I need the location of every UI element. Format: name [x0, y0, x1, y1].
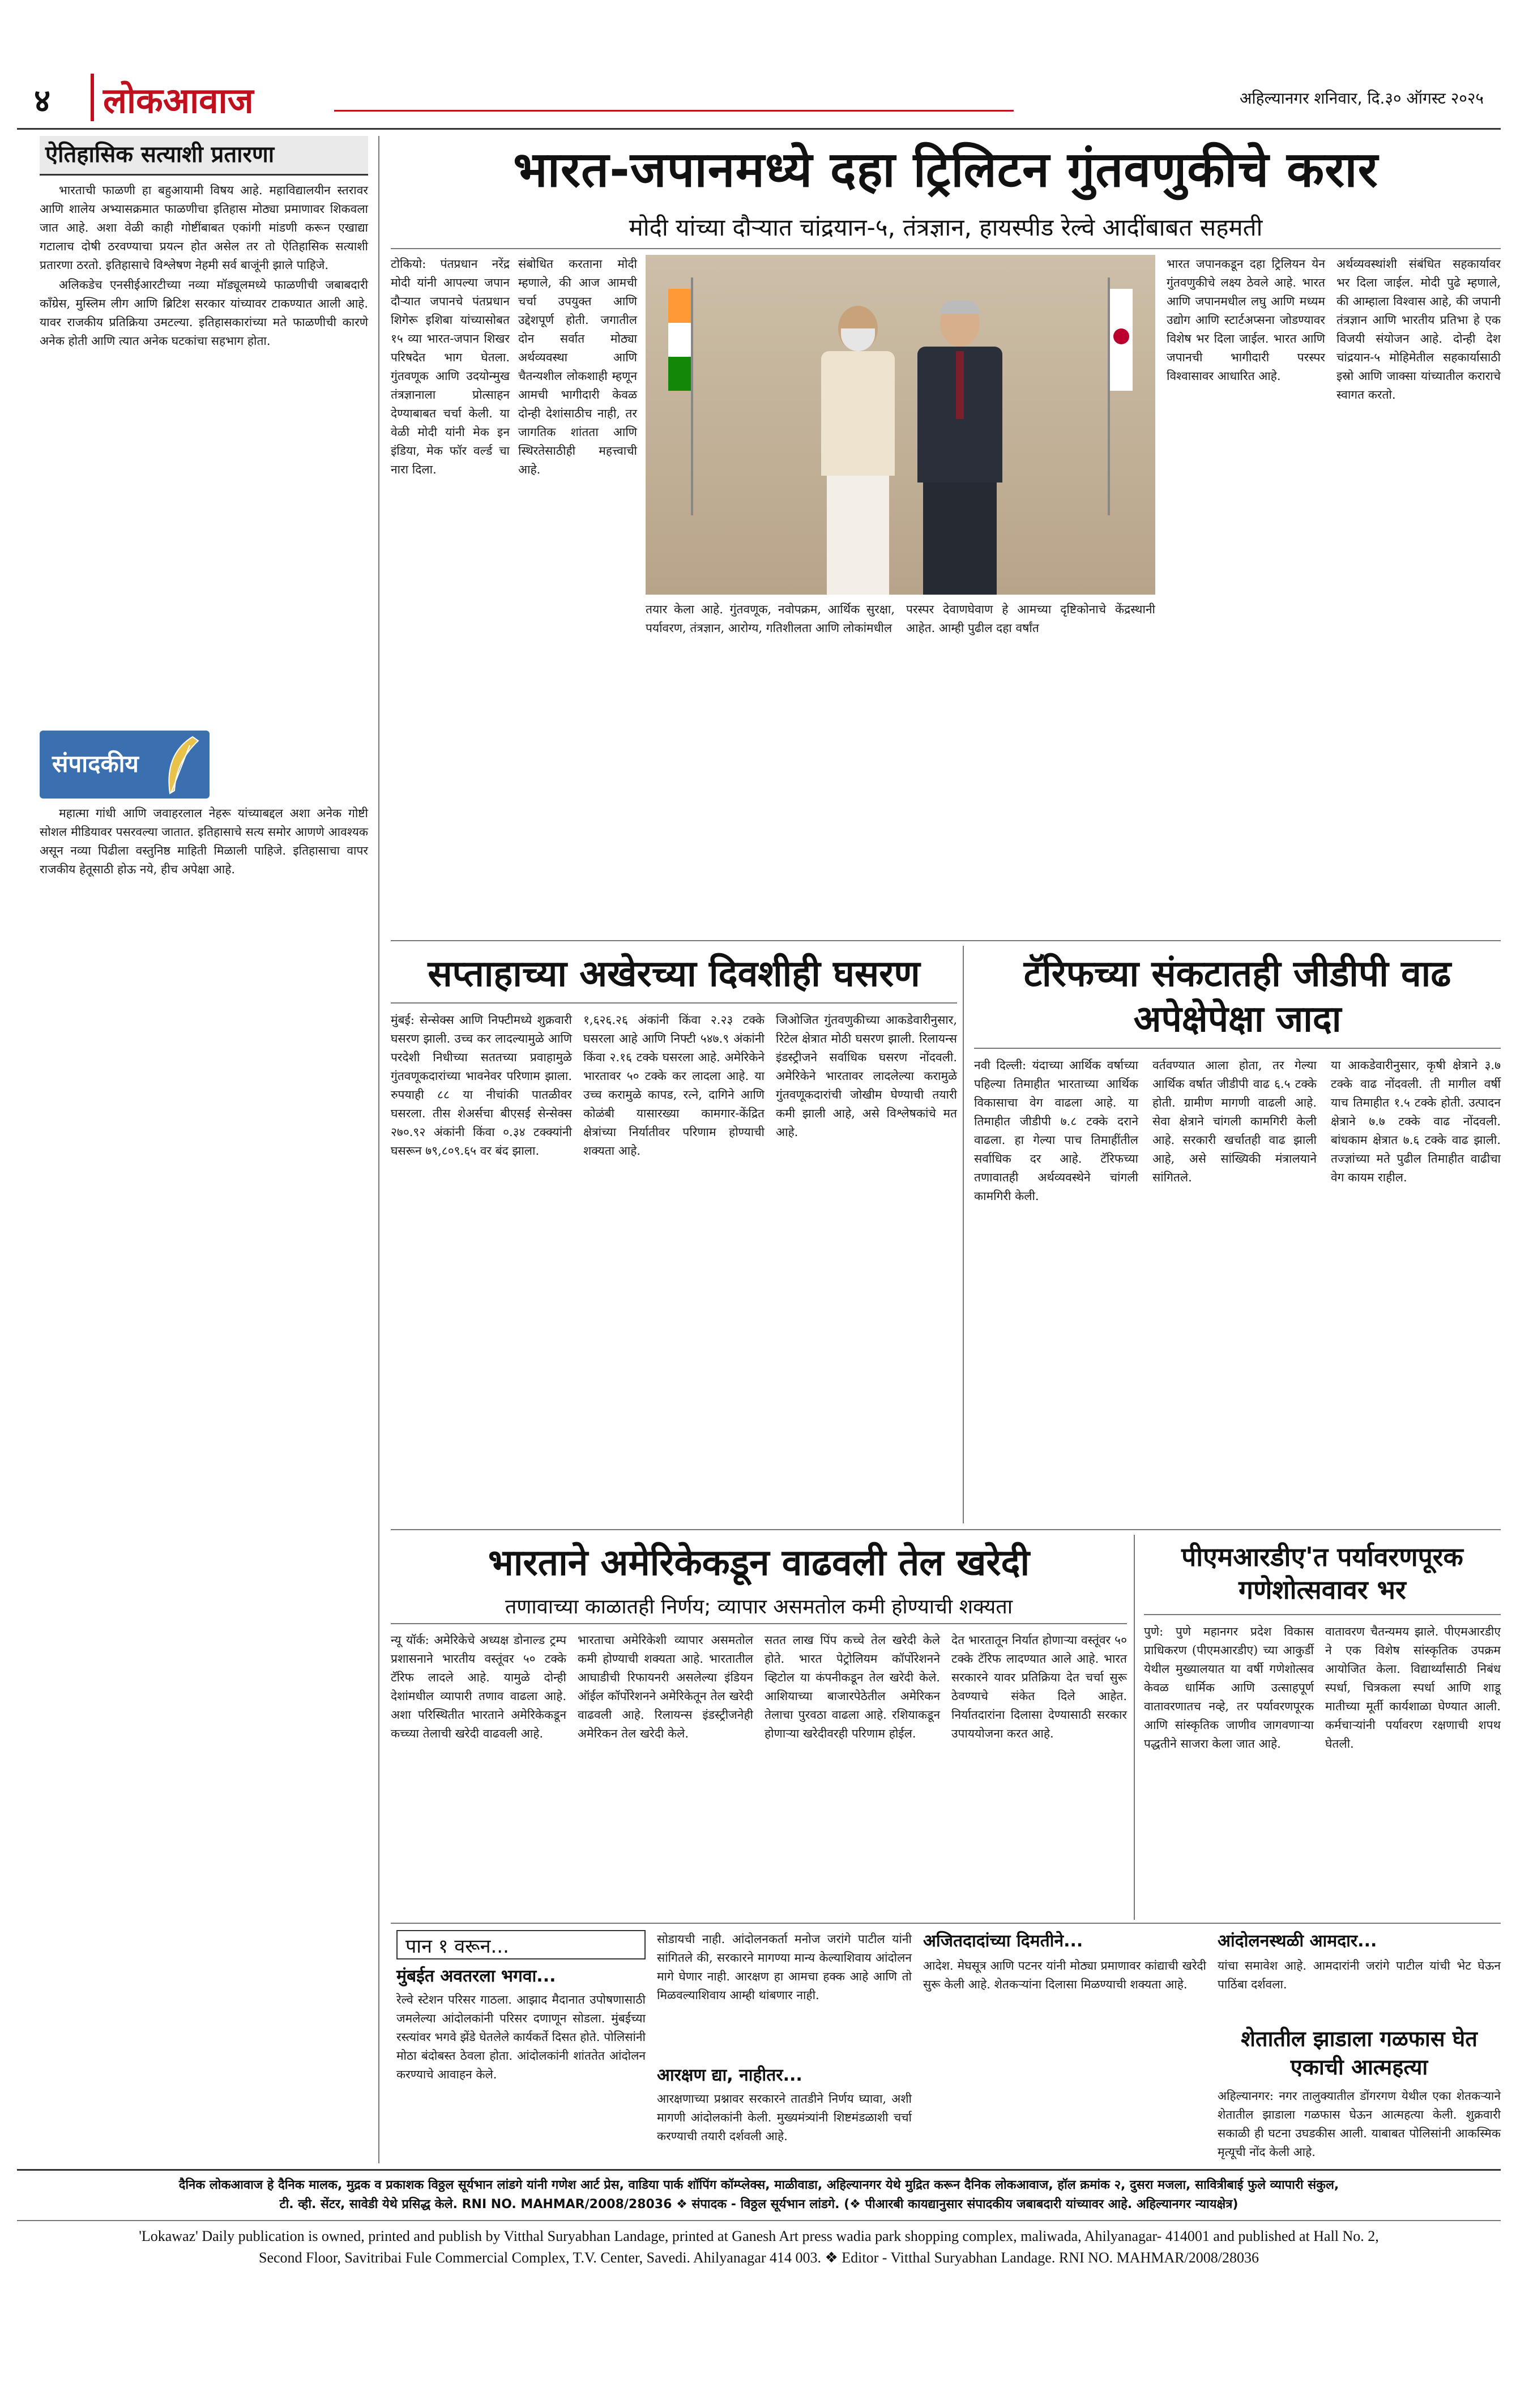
jump-kicker: मुंबईत अवतरला भगवा... — [396, 1966, 556, 1986]
jump-kicker: आरक्षण द्या, नाहीतर... — [657, 2065, 802, 2085]
farmer-headline: शेतातील झाडाला गळफास घेत एकाची आत्महत्या — [1241, 2026, 1477, 2080]
column-divider — [963, 946, 964, 1523]
sampadkiya-badge: संपादकीय — [40, 731, 210, 799]
gdp-col-3: या आकडेवारीनुसार, कृषी क्षेत्राने ३.७ टक्के वाढ नोंदवली. ती मागील वर्षी याच तिमाहीत १.५ टक्के होती. उत्पादन क्षेत्राने ७.७ टक्के वाढ नोंदवली. बांधकाम क्षेत्रात ७.६ टक्के वाढ झाली. तज्ज्ञांच्या मते पुढील तिमाहीत वाढीचा वेग कायम राहील. — [1331, 1058, 1501, 1184]
jump-label-box: पान १ वरून... — [396, 1930, 646, 1959]
imprint-english — [23, 2226, 1495, 2269]
imprint-line: टी. व्ही. सेंटर, सावेडी येथे प्रसिद्ध केले. RNI NO. MAHMAR/2008/28036 ❖ संपादक - विठ्ठल सूर्यभान लांडगे. (❖ पीआरबी कायद्यानुसार संपादकीय जबाबदारी यांच्यावर आहे. अहिल्यानगर न्यायक्षेत्र) — [279, 2197, 1239, 2211]
flag-india — [668, 277, 719, 515]
jump-col-1: रेल्वे स्टेशन परिसर गाठला. आझाद मैदानात उपोषणासाठी जमलेल्या आंदोलकांनी परिसर दणाणून सोडला. मुंबईच्या रस्त्यांवर भगवे झेंडे घेतलेले कार्यकर्ते दिसत होते. पोलिसांनी मोठा बंदोबस्त ठेवला होता. आंदोलकांनी शांततेत आंदोलन करण्याचे आवाहन केले. — [396, 1993, 646, 2081]
lead-headline: भारत-जपानमध्ये दहा ट्रिलिटन गुंतवणुकीचे करार — [513, 142, 1378, 198]
markets-col-2: १,६२६.२६ अंकांनी किंवा २.२३ टक्के घसरला आहे आणि निफ्टी ५४७.९ अंकांनी किंवा २.१६ टक्के घसरला आहे. अमेरिकेने भारतावर ५० टक्के कर लादला आहे. या उच्च करामुळे कापड, रत्ने, दागिने आणि कोळंबी यासारख्या कामगार-केंद्रित क्षेत्रांच्या निर्यातीवर परिणाम होण्याची शक्यता आहे. — [583, 1013, 765, 1158]
gdp-col-2: वर्तवण्यात आला होता, तर गेल्या आर्थिक वर्षात जीडीपी वाढ ६.५ टक्के होती. ग्रामीण मागणी वाढली आहे. सेवा क्षेत्राने चांगली कामगिरी केली आहे. सरकारी खर्चातही वाढ झाली आहे, असे सांख्यिकी मंत्रालयाने सांगितले. — [1152, 1058, 1317, 1184]
pmrda-headline: पीएमआरडीए'त पर्यावरणपूरक गणेशोत्सवावर भर — [1181, 1542, 1463, 1605]
gdp-headline: टॅरिफच्या संकटातही जीडीपी वाढ अपेक्षेपेक्षा जादा — [1023, 953, 1451, 1040]
oil-col-3: सतत लाख पिंप कच्चे तेल खरेदी केले होते. भारत पेट्रोलियम कॉर्पोरेशनने व्हिटोल या कंपनीकडून तेल खरेदी केले. आशियाच्या बाजारपेठेतील अमेरिकन तेलाचा पुरवठा वाढला आहे. रशियाकडून होणाऱ्या खरेदीवरही परिणाम होईल. — [765, 1633, 940, 1740]
markets-col-3: जिओजित गुंतवणुकीच्या आकडेवारीनुसार, रिटेल क्षेत्रात मोठी घसरण झाली. रिलायन्स इंडस्ट्रीजने सर्वाधिक घसरण नोंदवली. अमेरिकेने भारतावर लादलेल्या करामुळे गुंतवणूकदारांची जोखीम घेण्याची तयारी कमी झाली आहे, असे विश्लेषकांचे मत आहे. — [776, 1013, 957, 1139]
lead-col-5: भारत जपानकडून दहा ट्रिलियन येन गुंतवणुकीचे लक्ष्य ठेवले आहे. भारत आणि जपानमधील लघु आणि मध्यम उद्योग आणि स्टार्टअप्सना जोडण्यावर विशेष भर दिला जाईल. भारत आणि जपानची भागीदारी परस्पर विश्वासावर आधारित आहे. — [1167, 257, 1325, 383]
masthead-rule — [334, 110, 1014, 112]
lead-rule — [391, 248, 1501, 249]
jump-kicker: अजितदादांच्या दिमतीने... — [923, 1931, 1083, 1951]
lead-col-4: परस्पर देवाणघेवाण हे आमच्या दृष्टिकोनाचे केंद्रस्थानी आहेत. आम्ही पुढील दहा वर्षांत — [906, 603, 1155, 635]
jump-col-2: सोडायची नाही. आंदोलनकर्ता मनोज जरांगे पाटील यांनी सांगितले की, सरकारने मागण्या मान्य केल्याशिवाय आंदोलन मागे घेणार नाही. आरक्षण हा आमचा हक्क आहे आणि तो मिळवल्याशिवाय आम्ही थांबणार नाही. — [657, 1932, 912, 2002]
imprint-line: दैनिक लोकआवाज हे दैनिक मालक, मुद्रक व प्रकाशक विठ्ठल सूर्यभान लांडगे यांनी गणेश आर्ट प्रेस, वाडिया पार्क शॉपिंग कॉम्प्लेक्स, माळीवाडा, अहिल्यानगर येथे मुद्रित करून दैनिक लोकआवाज, हॉल क्रमांक २, दुसरा मजला, सावित्रीबाई फुले व्यापारी संकुल, — [178, 2178, 1339, 2192]
section-rule — [391, 940, 1501, 941]
oil-headline: भारताने अमेरिकेकडून वाढवली तेल खरेदी — [488, 1542, 1030, 1584]
editorial-para: अलिकडेच एनसीईआरटीच्या नव्या मॉड्यूलमध्ये फाळणीची जबाबदारी काँग्रेस, मुस्लिम लीग आणि ब्रिटिश सरकार यांच्यावर टाकण्यात आली आहे. यावर राजकीय प्रतिक्रिया उमटल्या. इतिहासकारांच्या मते फाळणीची कारणे अनेक होती आणि त्यात अनेक घटकांचा सहभाग होता. — [40, 278, 368, 348]
oil-col-2: भारताचा अमेरिकेशी व्यापार असमतोल कमी होण्याची शक्यता आहे. भारतातील आघाडीची रिफायनरी असलेल्या इंडियन ऑईल कॉर्पोरेशनने अमेरिकेतून तेल खरेदी वाढवली आहे. रिलायन्स इंडस्ट्रीजनेही अमेरिकन तेल खरेदी केले. — [578, 1633, 753, 1740]
farmer-col-1: अहिल्यानगर: नगर तालुक्यातील डोंगरगण येथील एका शेतकऱ्याने शेतातील झाडाला गळफास घेऊन आत्महत्या केली. शुक्रवारी सकाळी ही घटना उघडकीस आली. याबाबत पोलिसांनी आकस्मिक मृत्यूची नोंद केली आहे. — [1218, 2089, 1501, 2159]
section-rule — [391, 1923, 1501, 1924]
flag-japan — [1082, 277, 1133, 515]
dateline: अहिल्यानगर शनिवार, दि.३० ऑगस्ट २०२५ — [1240, 89, 1484, 108]
lead-col-3: तयार केला आहे. गुंतवणूक, नवोपक्रम, आर्थिक सुरक्षा, पर्यावरण, तंत्रज्ञान, आरोग्य, गतिशीलता आणि लोकांमधील — [646, 603, 895, 635]
figure-right — [912, 300, 1008, 595]
markets-col-1: मुंबई: सेन्सेक्स आणि निफ्टीमध्ये शुक्रवारी घसरण झाली. उच्च कर लादल्यामुळे आणि परदेशी निधीच्या सततच्या प्रवाहामुळे गुंतवणूकदारांच्या भावनेवर परिणाम झाला. रुपयाही ८८ या नीचांकी पातळीवर घसरला. तीस शेअर्सचा बीएसई सेन्सेक्स २७०.९२ अंकांनी किंवा ०.३४ टक्क्यांनी घसरून ७९,८०९.६५ वर बंद झाला. — [391, 1013, 572, 1158]
jump-col-3: आरक्षणाच्या प्रश्नावर सरकारने तातडीने निर्णय घ्यावा, अशी मागणी आंदोलकांनी केली. मुख्यमंत्र्यांनी शिष्टमंडळाशी चर्चा करण्याची तयारी दर्शवली आहे. — [657, 2092, 912, 2143]
column-divider — [378, 136, 379, 2163]
imprint-line: 'Lokawaz' Daily publication is owned, printed and publish by Vitthal Suryabhan Landage, printed at Ganesh Art press wadia park shopping complex, maliwada, Ahilyanagar- 414001 and published at Hall No. 2, — [139, 2228, 1379, 2244]
footer-rule — [17, 2169, 1501, 2171]
lead-col-2: संबोधित करताना मोदी म्हणाले, की आज आमची चर्चा उपयुक्त आणि उद्देशपूर्ण होती. जगातील दोन सर्वात मोठ्या अर्थव्यवस्था आणि चैतन्यशील लोकशाही म्हणून आमची भागीदारी केवळ दोन्ही देशांसाठीच नाही, तर जागतिक शांतता आणि स्थिरतेसाठीही महत्त्वाची आहे. — [518, 257, 637, 476]
pmrda-rule — [1144, 1614, 1501, 1615]
editorial-heading: ऐतिहासिक सत्याशी प्रतारणा — [40, 136, 368, 176]
oil-subhead: तणावाच्या काळातही निर्णय; व्यापार असमतोल कमी होण्याची शक्यता — [505, 1595, 1013, 1619]
pmrda-col-1: पुणे: पुणे महानगर प्रदेश विकास प्राधिकरण (पीएमआरडीए) च्या आकुर्डी येथील मुख्यालयात या वर्षी गणेशोत्सव केवळ धार्मिक आणि उत्साहपूर्ण वातावरणातच नव्हे, तर पर्यावरणपूरक आणि सांस्कृतिक जाणीव जागवणाऱ्या पद्धतीने साजरा केला जात आहे. — [1144, 1625, 1314, 1751]
gdp-rule — [974, 1048, 1501, 1049]
editorial-para: भारताची फाळणी हा बहुआयामी विषय आहे. महाविद्यालयीन स्तरावर आणि शालेय अभ्यासक्रमात फाळणीचा इतिहास मोठ्या प्रमाणावर शिकवला जात आहे. अशा वेळी काही गोष्टींबाबत एकांगी मांडणी करून एखाद्या गटालाच दोषी ठरवण्याचा प्रयत्न होत असेल तर तो ऐतिहासिक सत्याशी प्रतारणा ठरतो. इतिहासाचे विश्लेषण नेहमी सर्व बाजूंनी झाले पाहिजे. — [40, 183, 368, 272]
brand-bar — [91, 74, 94, 121]
masthead-divider — [17, 128, 1501, 130]
imprint-line: Second Floor, Savitribai Fule Commercial Complex, T.V. Center, Savedi. Ahilyanagar 414 003. ❖ Editor - Vitthal Suryabhan Landage. RNI NO. MAHMAR/2008/28036 — [258, 2249, 1259, 2266]
footer-rule — [17, 2220, 1501, 2221]
oil-col-4: देत भारतातून निर्यात होणाऱ्या वस्तूंवर ५० टक्के टॅरिफ लादण्यात आले आहे. भारत सरकारने यावर प्रतिक्रिया देत चर्चा सुरू ठेवण्याचे संकेत दिले आहेत. निर्यातदारांना दिलासा देण्यासाठी सरकार उपाययोजना करत आहे. — [951, 1633, 1127, 1740]
figure-left — [815, 306, 900, 595]
markets-rule — [391, 1002, 957, 1004]
lead-photo — [646, 255, 1155, 595]
jump-kicker: आंदोलनस्थळी आमदार... — [1218, 1931, 1377, 1951]
editorial-body — [40, 181, 368, 725]
masthead — [17, 74, 1501, 126]
lead-col-1: टोकियो: पंतप्रधान नरेंद्र मोदी यांनी आपल्या जपान दौऱ्यात जपानचे पंतप्रधान शिगेरू इशिबा यांच्यासोबत १५ व्या भारत-जपान शिखर परिषदेत भाग घेतला. गुंतवणूक आणि उदयोन्मुख तंत्रज्ञानाला प्रोत्साहन देण्याबाबत चर्चा केली. या वेळी मोदी यांनी मेक इन इंडिया, मेक फॉर वर्ल्ड चा नारा दिला. — [391, 257, 510, 476]
lead-col-6: अर्थव्यवस्थांशी संबंधित सहकार्यावर भर दिला जाईल. मोदी पुढे म्हणाले, की आम्हाला विश्वास आहे, की जपानी तंत्रज्ञान आणि भारतीय प्रतिभा हे एक विजयी संयोजन आहे. दोन्ही देश चांद्रयान-५ मोहिमेतील सहकार्यासाठी इस्रो आणि जाक्सा यांच्यातील कराराचे स्वागत करतो. — [1336, 257, 1501, 402]
page-number: ४ — [34, 83, 51, 119]
lead-subhead: मोदी यांच्या दौऱ्यात चांद्रयान-५, तंत्रज्ञान, हायस्पीड रेल्वे आदींबाबत सहमती — [629, 214, 1263, 241]
column-divider — [1134, 1535, 1135, 1920]
section-rule — [391, 1529, 1501, 1530]
oil-rule — [391, 1623, 1127, 1624]
imprint-marathi — [23, 2176, 1495, 2214]
markets-headline: सप्ताहाच्या अखेरच्या दिवशीही घसरण — [428, 953, 920, 995]
pmrda-col-2: वातावरण चैतन्यमय झाले. पीएमआरडीए ने एक विशेष सांस्कृतिक उपक्रम आयोजित केला. विद्यार्थ्यांसाठी निबंध स्पर्धा, चित्रकला स्पर्धा आणि शाडू मातीच्या मूर्ती कार्यशाळा घेण्यात आली. कर्मचाऱ्यांनी पर्यावरण रक्षणाची शपथ घेतली. — [1325, 1625, 1501, 1751]
gdp-col-1: नवी दिल्ली: यंदाच्या आर्थिक वर्षाच्या पहिल्या तिमाहीत भारताच्या आर्थिक विकासाचा वेग वाढला आहे. या तिमाहीत जीडीपी ७.८ टक्के दराने वाढला. हा गेल्या पाच तिमाहींतील सर्वाधिक दर आहे. टॅरिफच्या तणावातही अर्थव्यवस्थेने चांगली कामगिरी केली. — [974, 1058, 1138, 1203]
brand-logo: लोकआवाज — [103, 80, 254, 121]
oil-col-1: न्यू यॉर्क: अमेरिकेचे अध्यक्ष डोनाल्ड ट्रम्प प्रशासनाने भारतीय वस्तूंवर ५० टक्के टॅरिफ लादले आहे. यामुळे दोन्ही देशांमधील व्यापारी तणाव वाढला आहे. अशा परिस्थितीत भारताने अमेरिकेकडून कच्च्या तेलाची खरेदी वाढवली आहे. — [391, 1633, 566, 1740]
jump-col-5: यांचा समावेश आहे. आमदारांनी जरांगे पाटील यांची भेट घेऊन पाठिंबा दर्शवला. — [1218, 1959, 1501, 1991]
photo-backwall — [646, 255, 1155, 595]
editorial-body-cont — [40, 804, 368, 2146]
feather-quill-icon — [159, 734, 204, 796]
editorial-para: महात्मा गांधी आणि जवाहरलाल नेहरू यांच्याबद्दल अशा अनेक गोष्टी सोशल मीडियावर पसरवल्या जातात. इतिहासाचे सत्य समोर आणणे आवश्यक असून नव्या पिढीला वस्तुनिष्ठ माहिती मिळाली पाहिजे. इतिहासाचा वापर राजकीय हेतूसाठी होऊ नये, हीच अपेक्षा आहे. — [40, 806, 368, 876]
jump-col-4: आदेश. मेघसूत्र आणि पटनर यांनी मोठ्या प्रमाणावर कांद्याची खरेदी सुरू केली आहे. शेतकऱ्यांना दिलासा मिळण्याची शक्यता आहे. — [923, 1959, 1206, 1991]
